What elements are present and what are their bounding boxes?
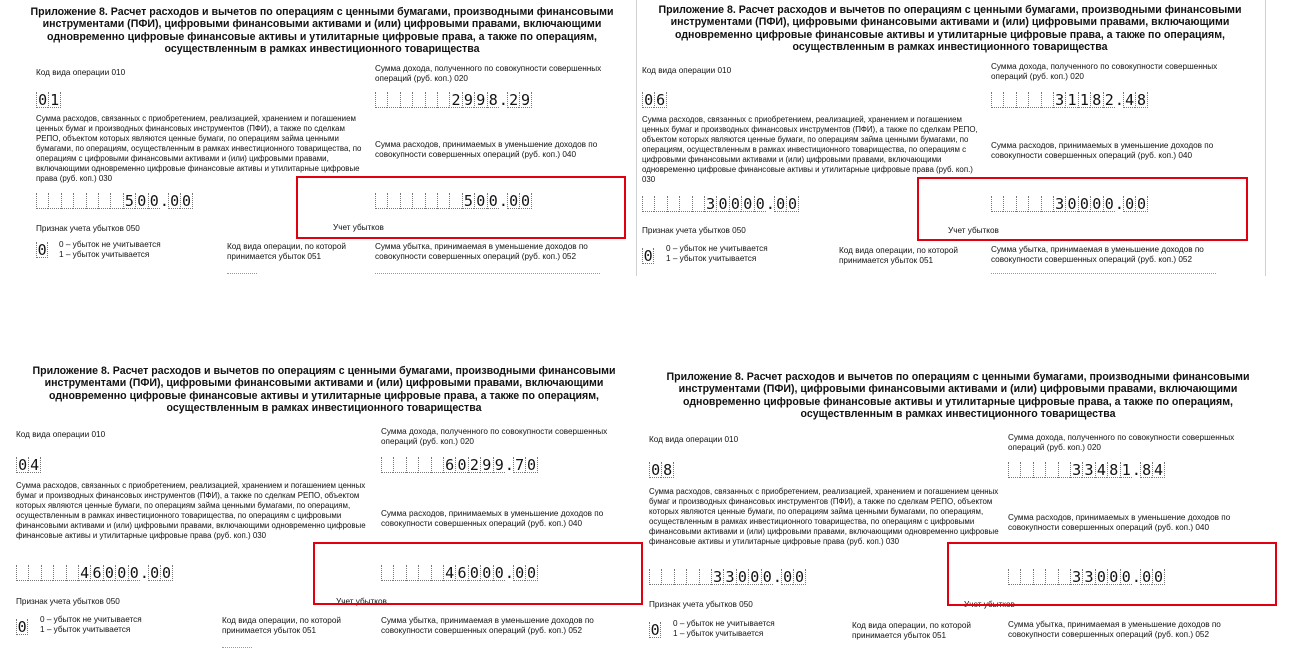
- kopeck-cell: 0: [507, 193, 519, 209]
- panel-divider: [1265, 0, 1266, 276]
- decimal-separator: .: [139, 564, 149, 582]
- digit-cell: [36, 193, 48, 209]
- kopeck-cell: 0: [168, 193, 180, 209]
- digit-cell: 0: [468, 565, 480, 581]
- digit-cell: [1028, 92, 1040, 108]
- digit-cell: 0: [135, 193, 147, 209]
- digit-cell: [437, 92, 449, 108]
- digit-cell: 6: [455, 565, 467, 581]
- digit-cell: 0: [37, 241, 47, 259]
- deduct-label: Сумма расходов, принимаемых в уменьшение доходов по совокупности совершенных операций (руб. коп.) 040: [381, 509, 604, 529]
- kopeck-cell: 0: [161, 564, 171, 582]
- kopeck-cell: 0: [1136, 195, 1146, 213]
- loss-code-label: Код вида операции, по которой принимается убыток 051: [852, 621, 971, 641]
- digit-cell: [991, 92, 1003, 108]
- loss-code-label: Код вида операции, по которой принимается убыток 051: [227, 242, 346, 262]
- sign-label: Признак учета убытков 050: [642, 226, 746, 235]
- expense-label: Сумма расходов, связанных с приобретением, реализацией, хранением и погашением ценных бумаг и производных финансовых инструментов (ПФИ), а также по сделкам РЕПО, объектом которых являются ценные бумаги, по операциям займа ценными бумагами, по операциям, осуществленным в рамках инвестиционного товарищества, по операциям с цифровыми финансовыми активами и (или) цифровыми правами, включающими одновременно цифровые финансовые активы и утилитарные цифровые права (руб. коп.) 030: [649, 487, 999, 546]
- decimal-separator: .: [772, 568, 782, 586]
- digit-cell: 0: [741, 196, 753, 212]
- digit-cell: [387, 92, 399, 108]
- digit-cell: 1: [1065, 92, 1077, 108]
- digit-cell: 3: [723, 569, 735, 585]
- loss-section-note: Учет убытков: [333, 223, 384, 232]
- digit-cell: 1: [1120, 462, 1132, 478]
- digit-cell: 0: [754, 196, 766, 212]
- digit-cell: 6: [443, 457, 455, 473]
- kopeck-cell: 0: [513, 565, 525, 581]
- deduct-label: Сумма расходов, принимаемых в уменьшение доходов по совокупности совершенных операций (руб. коп.) 040: [375, 140, 598, 160]
- sign-option-1: 1 – убыток учитывается: [666, 254, 757, 263]
- digit-cell: 1: [1078, 92, 1090, 108]
- kopeck-cell: 7: [513, 457, 525, 473]
- income-label: Сумма дохода, полученного по совокупности совершенных операций (руб. коп.) 020: [375, 64, 602, 84]
- digit-cell: 3: [1082, 462, 1094, 478]
- kopeck-cell: 0: [1153, 568, 1163, 586]
- digit-cell: [1045, 462, 1057, 478]
- decimal-separator: .: [504, 564, 514, 582]
- digit-cell: 3: [704, 196, 716, 212]
- loss-code-label: Код вида операции, по которой принимается убыток 051: [222, 616, 341, 636]
- loss-sum-label: Сумма убытка, принимаемая в уменьшение доходов по совокупности совершенных операций (руб. коп.) 052: [375, 242, 588, 262]
- appendix-title: Приложение 8. Расчет расходов и вычетов по операциям с ценными бумагами, производными финансовыми инструментами (ПФИ), цифровыми финансовыми активами и (или) цифровыми правами, включающими одновременно цифровые финансовые активы и утилитарные цифровые права, а также по операциям, осуществленным в рамках инвестиционного товарищества: [32, 365, 616, 415]
- sign-field[interactable]: [649, 621, 661, 639]
- digit-cell: [686, 569, 698, 585]
- panel-divider: [636, 0, 637, 276]
- decimal-separator: .: [498, 91, 508, 109]
- form-panel-08: [648, 371, 1268, 671]
- code-label: Код вида операции 010: [36, 68, 126, 77]
- digit-cell: [406, 457, 418, 473]
- loss-code-field[interactable]: [222, 646, 252, 648]
- digit-cell: 9: [462, 92, 474, 108]
- kopeck-cell: 4: [1123, 92, 1135, 108]
- digit-cell: 0: [17, 618, 27, 636]
- decimal-separator: .: [765, 195, 775, 213]
- loss-code-field[interactable]: [227, 272, 257, 274]
- highlight-box: [313, 542, 643, 605]
- digit-cell: 0: [1107, 569, 1119, 585]
- loss-section-note: Учет убытков: [964, 600, 1015, 609]
- digit-cell: [400, 92, 412, 108]
- kopeck-cell: 0: [520, 192, 530, 210]
- digit-cell: 0: [1065, 196, 1077, 212]
- digit-cell: 4: [30, 456, 40, 474]
- kopeck-cell: 0: [148, 565, 160, 581]
- appendix-title: Приложение 8. Расчет расходов и вычетов по операциям с ценными бумагами, производными финансовыми инструментами (ПФИ), цифровыми финансовыми активами и (или) цифровыми правами, включающими одновременно цифровые финансовые активы и утилитарные цифровые права, а также по операциям, осуществленным в рамках инвестиционного товарищества: [666, 371, 1250, 421]
- deduct-label: Сумма расходов, принимаемых в уменьшение доходов по совокупности совершенных операций (руб. коп.) 040: [1008, 513, 1231, 533]
- form-panel-01: [12, 6, 632, 306]
- code-field[interactable]: [649, 461, 674, 479]
- digit-cell: 3: [1053, 92, 1065, 108]
- digit-cell: 0: [493, 565, 505, 581]
- digit-cell: [1003, 92, 1015, 108]
- digit-cell: [667, 196, 679, 212]
- decimal-separator: .: [1131, 568, 1141, 586]
- loss-sum-label: Сумма убытка, принимаемая в уменьшение доходов по совокупности совершенных операций (руб. коп.) 052: [991, 245, 1204, 265]
- kopeck-cell: 0: [526, 564, 536, 582]
- code-field[interactable]: [16, 456, 41, 474]
- sign-field[interactable]: [16, 618, 28, 636]
- income-label: Сумма дохода, полученного по совокупности совершенных операций (руб. коп.) 020: [381, 427, 608, 447]
- digit-cell: [1008, 462, 1020, 478]
- digit-cell: 8: [1107, 462, 1119, 478]
- digit-cell: [16, 565, 28, 581]
- loss-code-label: Код вида операции, по которой принимается убыток 051: [839, 246, 958, 266]
- sign-option-1: 1 – убыток учитывается: [673, 629, 764, 638]
- income-field[interactable]: [375, 91, 532, 109]
- digit-cell: 0: [16, 457, 28, 473]
- loss-sum-label: Сумма убытка, принимаемая в уменьшение доходов по совокупности совершенных операций (руб. коп.) 052: [381, 616, 594, 636]
- digit-cell: 0: [643, 247, 653, 265]
- expense-label: Сумма расходов, связанных с приобретением, реализацией, хранением и погашением ценных бумаг и производных финансовых инструментов (ПФИ), а также по сделкам РЕПО, объектом которых являются ценные бумаги, по операциям займа ценными бумагами, по операциям, осуществленным в рамках инвестиционного товарищества, по операциям с цифровыми финансовыми активами и (или) цифровыми правами, включающими одновременно цифровые финансовые активы и утилитарные цифровые права (руб. коп.) 030: [16, 481, 366, 540]
- digit-cell: 0: [480, 565, 492, 581]
- digit-cell: [73, 193, 85, 209]
- expense-field[interactable]: [16, 564, 173, 582]
- digit-cell: [1033, 462, 1045, 478]
- deduct-label: Сумма расходов, принимаемых в уменьшение доходов по совокупности совершенных операций (руб. коп.) 040: [991, 141, 1214, 161]
- expense-field[interactable]: [36, 192, 193, 210]
- sign-option-0: 0 – убыток не учитывается: [40, 615, 142, 624]
- expense-label: Сумма расходов, связанных с приобретением, реализацией, хранением и погашением ценных бумаг и производных финансовых инструментов (ПФИ), а также по сделкам РЕПО, объектом которых являются ценные бумаги, по операциям займа ценными бумагами, по операциям, осуществленным в рамках инвестиционного товарищества, по операциям с цифровыми финансовыми активами и (или) цифровыми правами, включающими одновременно цифровые финансовые активы и утилитарные цифровые права (руб. коп.) 030: [642, 115, 978, 184]
- digit-cell: 0: [115, 565, 127, 581]
- digit-cell: 3: [1053, 196, 1065, 212]
- loss-sum-field[interactable]: [991, 272, 1216, 274]
- digit-cell: [375, 92, 387, 108]
- digit-cell: 0: [148, 193, 160, 209]
- highlight-box: [917, 177, 1248, 241]
- digit-cell: [679, 196, 691, 212]
- digit-cell: 0: [650, 621, 660, 639]
- code-field[interactable]: [642, 91, 667, 109]
- kopeck-cell: 4: [1153, 461, 1163, 479]
- digit-cell: [425, 92, 437, 108]
- digit-cell: 3: [711, 569, 723, 585]
- kopeck-cell: 0: [781, 569, 793, 585]
- digit-cell: [381, 457, 393, 473]
- digit-cell: 0: [1090, 196, 1102, 212]
- digit-cell: 0: [1103, 196, 1115, 212]
- digit-cell: [393, 457, 405, 473]
- digit-cell: 0: [1078, 196, 1090, 212]
- digit-cell: 3: [1070, 569, 1082, 585]
- digit-cell: [661, 569, 673, 585]
- digit-cell: 0: [729, 196, 741, 212]
- sign-option-0: 0 – убыток не учитывается: [666, 244, 768, 253]
- decimal-separator: .: [498, 192, 508, 210]
- digit-cell: [431, 457, 443, 473]
- kopeck-cell: 8: [1136, 91, 1146, 109]
- form-panel-04: [14, 365, 634, 665]
- digit-cell: 0: [1120, 569, 1132, 585]
- sign-option-1: 1 – убыток учитывается: [40, 625, 131, 634]
- digit-cell: 5: [462, 193, 474, 209]
- loss-sum-field[interactable]: [375, 272, 600, 274]
- digit-cell: 5: [123, 193, 135, 209]
- sign-label: Признак учета убытков 050: [16, 597, 120, 606]
- digit-cell: [1020, 462, 1032, 478]
- digit-cell: [41, 565, 53, 581]
- digit-cell: 0: [642, 92, 654, 108]
- expense-field[interactable]: [642, 195, 799, 213]
- digit-cell: [28, 565, 40, 581]
- digit-cell: 8: [663, 461, 673, 479]
- sign-field[interactable]: [36, 241, 48, 259]
- kopeck-cell: 0: [787, 195, 797, 213]
- digit-cell: 0: [103, 565, 115, 581]
- loss-section-note: Учет убытков: [948, 226, 999, 235]
- digit-cell: 0: [736, 569, 748, 585]
- decimal-separator: .: [1114, 91, 1124, 109]
- sign-option-1: 1 – убыток учитывается: [59, 250, 150, 259]
- digit-cell: 3: [1070, 462, 1082, 478]
- digit-cell: 9: [474, 92, 486, 108]
- kopeck-cell: 0: [794, 568, 804, 586]
- kopeck-cell: 0: [1123, 196, 1135, 212]
- digit-cell: [1016, 92, 1028, 108]
- kopeck-cell: 8: [1140, 462, 1152, 478]
- digit-cell: 0: [474, 193, 486, 209]
- code-label: Код вида операции 010: [649, 435, 739, 444]
- code-label: Код вида операции 010: [642, 66, 732, 75]
- digit-cell: 3: [1082, 569, 1094, 585]
- digit-cell: 2: [1103, 92, 1115, 108]
- digit-cell: 0: [716, 196, 728, 212]
- form-panel-06: [640, 4, 1260, 304]
- loss-sum-label: Сумма убытка, принимаемая в уменьшение доходов по совокупности совершенных операций (руб. коп.) 052: [1008, 620, 1221, 640]
- digit-cell: [61, 193, 73, 209]
- digit-cell: [110, 193, 122, 209]
- decimal-separator: .: [159, 192, 169, 210]
- digit-cell: 0: [128, 565, 140, 581]
- kopeck-cell: 0: [181, 192, 191, 210]
- digit-cell: 0: [649, 462, 661, 478]
- kopeck-cell: 0: [526, 456, 536, 474]
- income-field[interactable]: [1008, 461, 1165, 479]
- appendix-title: Приложение 8. Расчет расходов и вычетов по операциям с ценными бумагами, производными финансовыми инструментами (ПФИ), цифровыми финансовыми активами и (или) цифровыми правами, включающими одновременно цифровые финансовые активы и утилитарные цифровые права, а также по операциям, осуществленным в рамках инвестиционного товарищества: [658, 4, 1242, 54]
- expense-field[interactable]: [649, 568, 806, 586]
- digit-cell: [1041, 92, 1053, 108]
- digit-cell: 0: [1095, 569, 1107, 585]
- digit-cell: 0: [487, 193, 499, 209]
- loss-section-note: Учет убытков: [336, 597, 387, 606]
- digit-cell: 2: [449, 92, 461, 108]
- digit-cell: 4: [1095, 462, 1107, 478]
- decimal-separator: .: [504, 456, 514, 474]
- income-label: Сумма дохода, полученного по совокупности совершенных операций (руб. коп.) 020: [1008, 433, 1235, 453]
- kopeck-cell: 0: [774, 196, 786, 212]
- digit-cell: [53, 565, 65, 581]
- sign-option-0: 0 – убыток не учитывается: [59, 240, 161, 249]
- digit-cell: [1058, 462, 1070, 478]
- digit-cell: 4: [78, 565, 90, 581]
- digit-cell: 0: [761, 569, 773, 585]
- kopeck-cell: 0: [1140, 569, 1152, 585]
- digit-cell: 6: [90, 565, 102, 581]
- income-label: Сумма дохода, полученного по совокупности совершенных операций (руб. коп.) 020: [991, 62, 1218, 82]
- digit-cell: 8: [1090, 92, 1102, 108]
- income-field[interactable]: [381, 456, 538, 474]
- code-label: Код вида операции 010: [16, 430, 106, 439]
- digit-cell: 9: [493, 457, 505, 473]
- digit-cell: [412, 92, 424, 108]
- digit-cell: 9: [480, 457, 492, 473]
- kopeck-cell: 9: [520, 91, 530, 109]
- digit-cell: 2: [468, 457, 480, 473]
- sign-label: Признак учета убытков 050: [36, 224, 140, 233]
- digit-cell: 6: [656, 91, 666, 109]
- expense-label: Сумма расходов, связанных с приобретением, реализацией, хранением и погашением ценных бумаг и производных финансовых инструментов (ПФИ), а также по сделкам РЕПО, объектом которых являются ценные бумаги, по операциям займа ценными бумагами, по операциям, осуществленным в рамках инвестиционного товарищества, по операциям с цифровыми финансовыми активами и (или) цифровыми правами, включающими одновременно цифровые финансовые активы и утилитарные цифровые права (руб. коп.) 030: [36, 114, 362, 183]
- highlight-box: [947, 542, 1277, 606]
- digit-cell: [649, 569, 661, 585]
- digit-cell: [642, 196, 654, 212]
- sign-field[interactable]: [642, 247, 654, 265]
- digit-cell: [86, 193, 98, 209]
- digit-cell: 8: [487, 92, 499, 108]
- digit-cell: [418, 457, 430, 473]
- kopeck-cell: 2: [507, 92, 519, 108]
- digit-cell: [48, 193, 60, 209]
- digit-cell: 4: [443, 565, 455, 581]
- decimal-separator: .: [1114, 195, 1124, 213]
- digit-cell: [98, 193, 110, 209]
- income-field[interactable]: [991, 91, 1148, 109]
- highlight-box: [296, 176, 626, 239]
- code-field[interactable]: [36, 91, 61, 109]
- digit-cell: 0: [36, 92, 48, 108]
- digit-cell: 0: [455, 457, 467, 473]
- digit-cell: [674, 569, 686, 585]
- digit-cell: 0: [748, 569, 760, 585]
- decimal-separator: .: [1131, 461, 1141, 479]
- sign-option-0: 0 – убыток не учитывается: [673, 619, 775, 628]
- digit-cell: 1: [50, 91, 60, 109]
- digit-cell: [692, 196, 704, 212]
- appendix-title: Приложение 8. Расчет расходов и вычетов по операциям с ценными бумагами, производными финансовыми инструментами (ПФИ), цифровыми финансовыми активами и (или) цифровыми правами, включающими одновременно цифровые финансовые активы и утилитарные цифровые права, а также по операциям, осуществленным в рамках инвестиционного товарищества: [30, 6, 614, 56]
- sign-label: Признак учета убытков 050: [649, 600, 753, 609]
- digit-cell: [699, 569, 711, 585]
- digit-cell: [66, 565, 78, 581]
- digit-cell: [654, 196, 666, 212]
